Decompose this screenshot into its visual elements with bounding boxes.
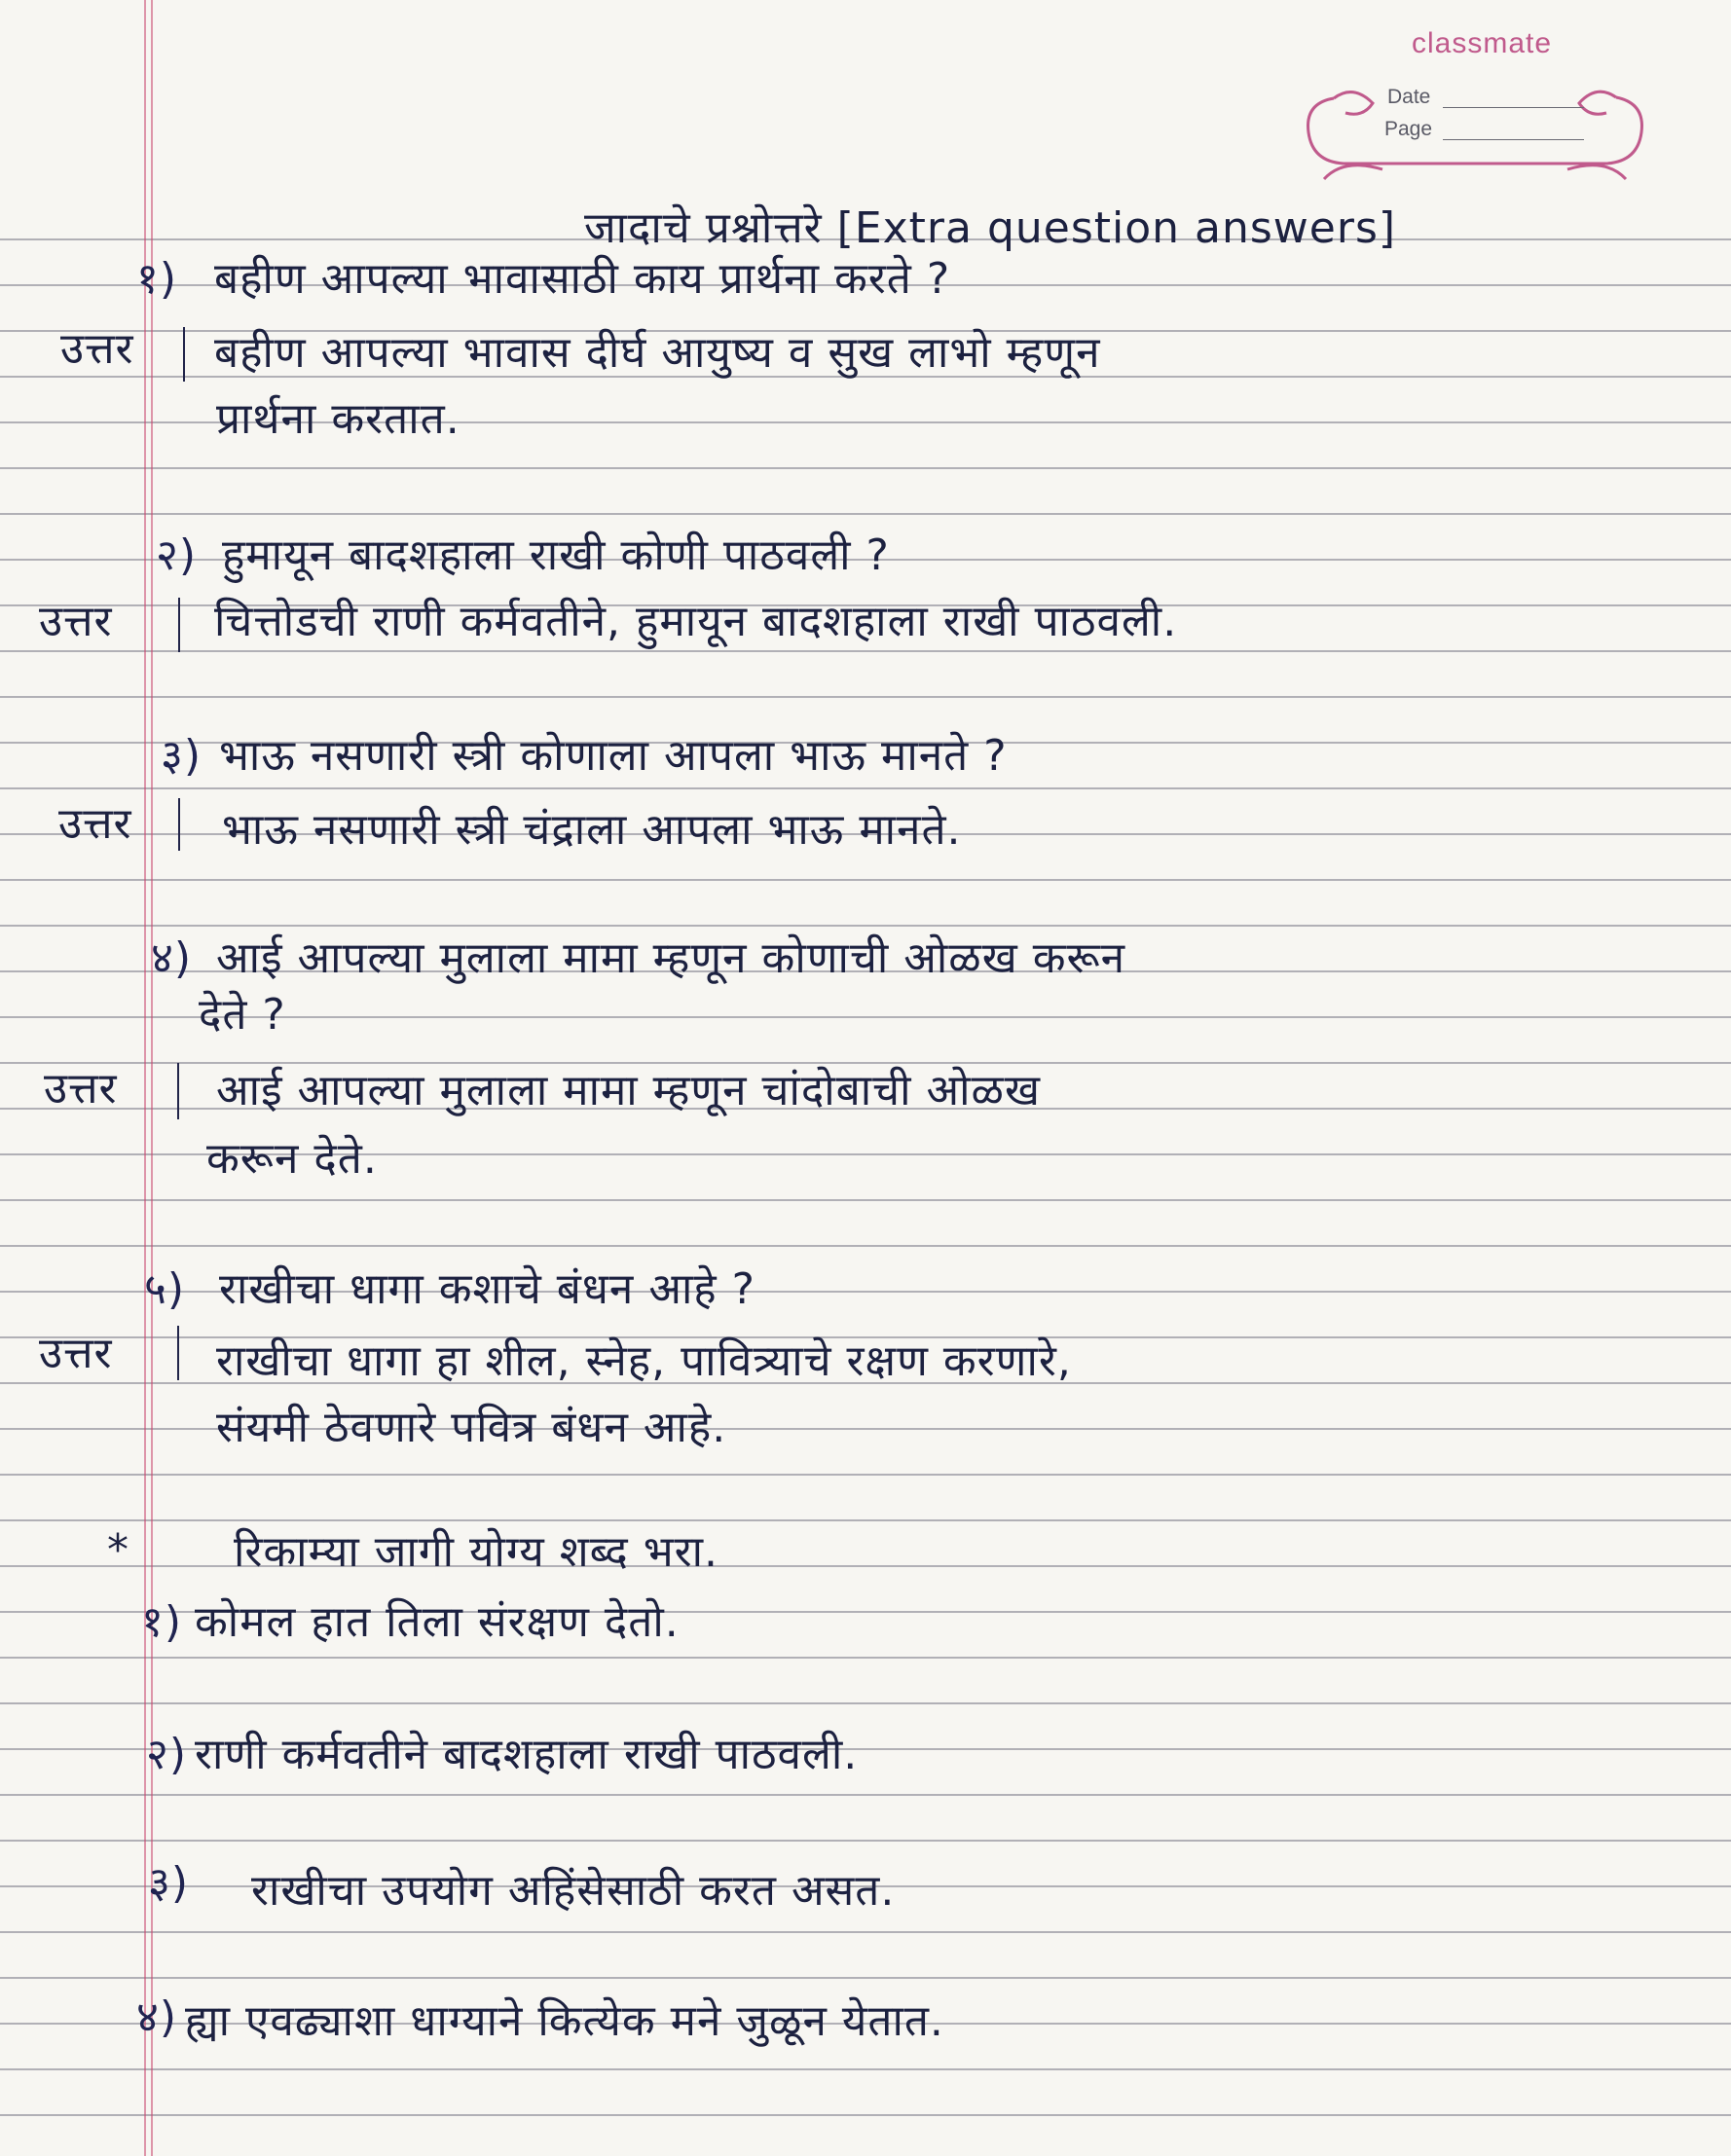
margin-line-left-1 [144,0,146,2156]
answer-1-line-2: प्रार्थना करतात. [216,394,460,444]
page-label: Page [1384,118,1433,140]
fill-blank-2-text: राणी कर्मवतीने बादशहाला राखी पाठवली. [195,1730,859,1779]
answer-4-label: उत्तर [44,1064,118,1114]
question-2-number: २) [156,530,198,580]
page-title: जादाचे प्रश्नोत्तरे [Extra question answers] [584,203,1397,253]
question-4-line-1: आई आपल्या मुलाला मामा म्हणून कोणाची ओळख करून [216,933,1126,983]
question-4-number: ४) [151,933,193,983]
margin-line-left-2 [151,0,153,2156]
answer-4-divider [177,1063,179,1119]
fill-blank-2-number: २) [146,1730,188,1779]
answer-5-divider [177,1326,179,1380]
logo-scroll-frame-icon [1295,64,1665,191]
answer-2-line-1: चित्तोडची राणी कर्मवतीने, हुमायून बादशहाला राखी पाठवली. [214,597,1178,646]
answer-2-divider [178,598,180,652]
answer-1-label: उत्तर [60,324,134,374]
brand-logo [1295,27,1665,193]
question-2-text: हुमायून बादशहाला राखी कोणी पाठवली ? [222,530,890,580]
date-field-line [1443,107,1584,108]
page-field-line [1443,139,1584,140]
answer-3-divider [178,798,180,851]
fill-blank-1-number: १) [141,1597,183,1647]
answer-2-label: उत्तर [39,597,113,646]
brand-logo-text: classmate [1412,27,1553,59]
answer-1-divider [183,327,185,382]
question-1-number: १) [136,254,178,304]
answer-3-line-1: भाऊ नसणारी स्त्री चंद्राला आपला भाऊ मानते. [222,805,962,855]
fill-blanks-marker: * [107,1525,129,1575]
fill-blank-4-number: ४) [136,1992,178,2042]
answer-4-line-2: करून देते. [206,1134,378,1184]
answer-5-line-1: राखीचा धागा हा शील, स्नेह, पावित्र्याचे रक्षण करणारे, [216,1336,1072,1386]
fill-blanks-heading: रिकाम्या जागी योग्य शब्द भरा. [234,1527,718,1577]
question-3-text: भाऊ नसणारी स्त्री कोणाला आपला भाऊ मानते ? [219,731,1008,781]
question-5-text: राखीचा धागा कशाचे बंधन आहे ? [219,1264,756,1314]
question-1-text: बहीण आपल्या भावासाठी काय प्रार्थना करते ? [214,254,951,304]
question-4-line-2: देते ? [199,990,286,1040]
fill-blank-1-text: कोमल हात तिला संरक्षण देतो. [195,1597,680,1647]
answer-3-label: उत्तर [58,799,132,849]
date-label: Date [1387,86,1431,108]
answer-1-line-1: बहीण आपल्या भावास दीर्घ आयुष्य व सुख लाभो म्हणून [214,328,1101,378]
question-5-number: ५) [144,1264,186,1314]
fill-blank-4-text: ह्या एवढ्याशा धाग्याने कित्येक मने जुळून येतात. [185,1996,944,2046]
fill-blank-3-number: ३) [148,1858,190,1908]
question-3-number: ३) [161,731,203,781]
answer-4-line-1: आई आपल्या मुलाला मामा म्हणून चांदोबाची ओळख [216,1066,1041,1115]
answer-5-label: उत्तर [39,1329,113,1378]
answer-5-line-2: संयमी ठेवणारे पवित्र बंधन आहे. [216,1403,727,1452]
fill-blank-3-text: राखीचा उपयोग अहिंसेसाठी करत असत. [251,1866,896,1916]
